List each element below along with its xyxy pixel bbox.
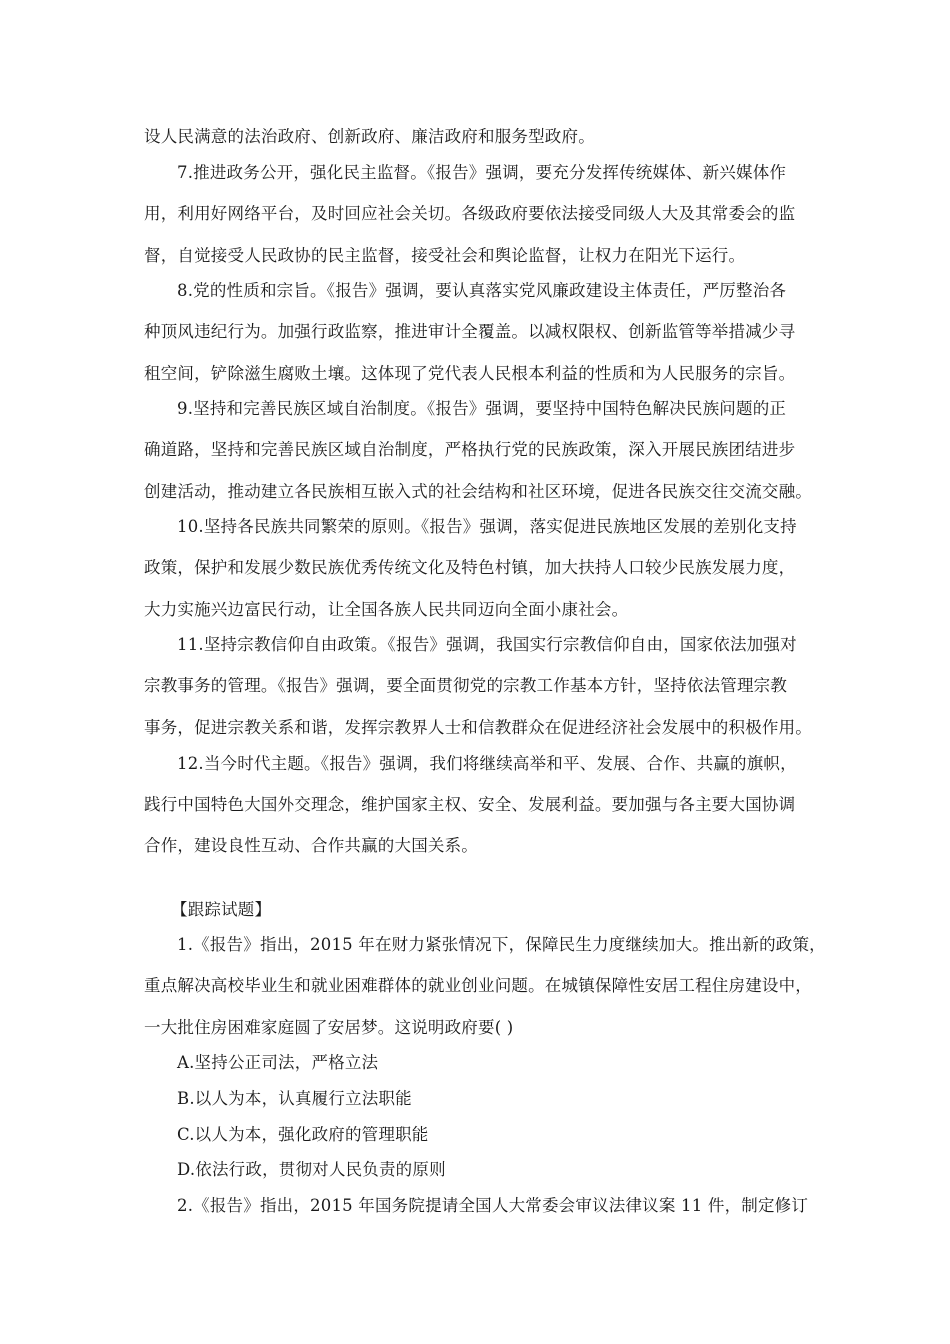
text-line: 种顶风违纪行为。加强行政监察，推进审计全覆盖。以减权限权、创新监管等举措减少寻: [144, 322, 796, 341]
text-line: 租空间，铲除滋生腐败土壤。这体现了党代表人民根本利益的性质和为人民服务的宗旨。: [144, 364, 796, 383]
text-line: 大力实施兴边富民行动，让全国各族人民共同迈向全面小康社会。: [144, 600, 629, 619]
question-line: 一大批住房困难家庭圆了安居梦。这说明政府要( ): [144, 1018, 514, 1037]
text-line: 宗教事务的管理。《报告》强调，要全面贯彻党的宗教工作基本方针，坚持依法管理宗教: [144, 676, 788, 695]
answer-option-c: C.以人为本，强化政府的管理职能: [177, 1125, 429, 1144]
text-line: 9.坚持和完善民族区域自治制度。《报告》强调，要坚持中国特色解决民族问题的正: [177, 399, 787, 418]
text-line: 督，自觉接受人民政协的民主监督，接受社会和舆论监督，让权力在阳光下运行。: [144, 246, 746, 265]
question-line: 1.《报告》指出，2015 年在财力紧张情况下，保障民生力度继续加大。推出新的政策，: [177, 935, 826, 954]
question-line: 重点解决高校毕业生和就业困难群体的就业创业问题。在城镇保障性安居工程住房建设中，: [144, 976, 812, 995]
answer-option-d: D.依法行政，贯彻对人民负责的原则: [177, 1160, 446, 1179]
text-line: 设人民满意的法治政府、创新政府、廉洁政府和服务型政府。: [144, 127, 595, 146]
text-line: 政策，保护和发展少数民族优秀传统文化及特色村镇，加大扶持人口较少民族发展力度，: [144, 558, 796, 577]
text-line: 事务，促进宗教关系和谐，发挥宗教界人士和信教群众在促进经济社会发展中的积极作用。: [144, 718, 812, 737]
answer-option-a: A.坚持公正司法，严格立法: [177, 1053, 379, 1072]
text-line: 7.推进政务公开，强化民主监督。《报告》强调，要充分发挥传统媒体、新兴媒体作: [177, 163, 787, 182]
text-line: 用，利用好网络平台，及时回应社会关切。各级政府要依法接受同级人大及其常委会的监: [144, 204, 796, 223]
text-line: 践行中国特色大国外交理念，维护国家主权、安全、发展利益。要加强与各主要大国协调: [144, 795, 796, 814]
text-line: 8.党的性质和宗旨。《报告》强调，要认真落实党风廉政建设主体责任，严厉整治各: [177, 281, 787, 300]
text-line: 11.坚持宗教信仰自由政策。《报告》强调，我国实行宗教信仰自由，国家依法加强对: [177, 635, 797, 654]
answer-option-b: B.以人为本，认真履行立法职能: [177, 1089, 412, 1108]
text-line: 10.坚持各民族共同繁荣的原则。《报告》强调，落实促进民族地区发展的差别化支持: [177, 517, 797, 536]
text-line: 确道路，坚持和完善民族区域自治制度，严格执行党的民族政策，深入开展民族团结进步: [144, 440, 796, 459]
section-heading: 【跟踪试题】: [171, 900, 272, 919]
text-line: 合作，建设良性互动、合作共赢的大国关系。: [144, 836, 478, 855]
text-line: 创建活动，推动建立各民族相互嵌入式的社会结构和社区环境，促进各民族交往交流交融。: [144, 482, 812, 501]
text-line: 12.当今时代主题。《报告》强调，我们将继续高举和平、发展、合作、共赢的旗帜，: [177, 754, 797, 773]
question-line: 2.《报告》指出，2015 年国务院提请全国人大常委会审议法律议案 11 件，制定修订: [177, 1196, 809, 1215]
